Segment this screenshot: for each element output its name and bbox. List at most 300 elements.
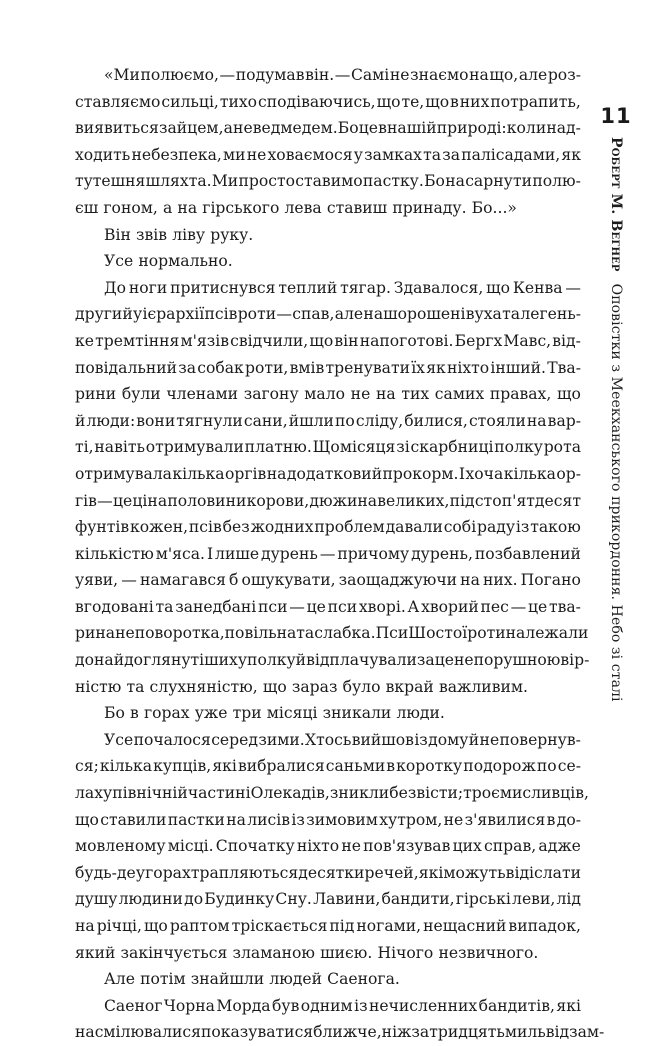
text-line <box>75 940 581 967</box>
word: нечисленних <box>368 996 478 1015</box>
page-number: 11 <box>600 104 632 128</box>
word: зими. <box>258 730 305 749</box>
word: Тва- <box>547 358 581 377</box>
word: від- <box>552 331 581 350</box>
text-line <box>75 381 581 408</box>
word: тва- <box>548 597 581 616</box>
word: із <box>414 730 428 749</box>
word: купців, <box>153 757 212 776</box>
word: сто <box>474 491 502 510</box>
word: давали <box>385 518 443 537</box>
word: дюжина <box>309 491 378 510</box>
word: тягнули <box>176 411 243 430</box>
word: дурень, <box>411 544 473 563</box>
word: одним <box>300 996 353 1015</box>
word: б <box>229 571 239 590</box>
word: цих <box>452 837 482 856</box>
word: вуха <box>465 305 502 324</box>
word: хоча <box>465 464 504 483</box>
word: раптом <box>169 917 230 935</box>
word: не <box>246 145 267 164</box>
text-line <box>75 461 581 488</box>
word: ближче, <box>313 1023 382 1042</box>
word: Погано <box>520 571 581 590</box>
word: у <box>135 863 146 882</box>
word: Самі <box>350 66 390 84</box>
word: з'явилися <box>464 810 546 829</box>
word: проблем <box>314 518 385 537</box>
word: навіть <box>94 438 145 457</box>
word: від <box>545 1023 570 1042</box>
word: але <box>518 66 548 84</box>
text-line <box>75 301 581 328</box>
word: це <box>306 597 326 616</box>
text-line <box>75 408 581 435</box>
word: Ми <box>211 172 239 191</box>
word: троє <box>463 784 500 803</box>
word: Здавалося, <box>393 278 484 297</box>
word: дурень <box>261 544 318 563</box>
word: се- <box>557 757 581 776</box>
word: на <box>266 464 287 483</box>
word: відплачували <box>306 651 417 670</box>
word: кількістю <box>75 544 154 563</box>
text-line <box>75 328 581 355</box>
line-text: ністю та слухняністю, що зараз було вкрай важливим. <box>75 677 528 696</box>
word: намагався <box>139 571 226 590</box>
word: не <box>233 119 253 138</box>
word: ошукувати, <box>241 571 336 590</box>
word: роти <box>237 305 277 324</box>
word: тихо <box>219 92 258 111</box>
word: випадок, <box>508 917 581 935</box>
word: справ, <box>484 837 537 856</box>
text-line <box>75 674 581 701</box>
word: корови, <box>246 491 310 510</box>
word: не <box>389 66 410 84</box>
word: знаємо <box>410 66 469 84</box>
word: що <box>309 331 334 350</box>
word: шляхта. <box>145 172 212 191</box>
word: платню. <box>244 438 312 457</box>
word: ногами, <box>356 917 422 935</box>
word: найдоглянутіших <box>94 651 238 670</box>
word: по <box>334 411 355 430</box>
word: — <box>219 66 236 84</box>
word: — <box>334 66 351 84</box>
word: тренувати <box>325 358 410 377</box>
word: тутешня <box>75 172 146 191</box>
word: що <box>425 92 450 111</box>
word: належали <box>505 624 589 643</box>
word: не <box>341 837 361 856</box>
word: почалося <box>133 730 211 749</box>
word: у <box>353 145 363 164</box>
word: другий <box>75 305 133 324</box>
word: та <box>155 597 174 616</box>
word: у <box>133 305 143 324</box>
word: Саеног <box>104 996 163 1015</box>
word: билися, <box>404 411 468 430</box>
word: мисливців, <box>499 784 589 803</box>
word: на <box>75 917 95 935</box>
word: гірські <box>455 890 511 909</box>
word: серед <box>211 730 258 749</box>
word: Лавини, <box>313 890 381 909</box>
text-line <box>75 1019 605 1046</box>
word: — <box>565 278 581 297</box>
word: рота <box>543 438 581 457</box>
text-line <box>75 647 590 674</box>
word: напоготові. <box>359 331 454 350</box>
word: та <box>296 624 315 643</box>
word: ховаємося <box>267 145 353 164</box>
body-text <box>75 62 605 1046</box>
word: ноги <box>128 278 168 297</box>
word: відіслати <box>505 863 581 882</box>
line-text: Але потім знайшли людей Саенога. <box>104 970 400 989</box>
word: Олекадів, <box>250 784 330 803</box>
word: м'язів <box>180 331 230 350</box>
word: отримували <box>145 438 244 457</box>
word: під <box>449 491 475 510</box>
word: Бергх <box>454 331 503 350</box>
running-head-author: Роберт М. Вегнер <box>608 137 624 272</box>
word: собак <box>197 358 244 377</box>
word: просто <box>238 172 295 191</box>
word: із <box>291 810 305 829</box>
word: — <box>121 571 137 590</box>
word: на <box>469 66 489 84</box>
word: легень- <box>520 305 581 324</box>
word: замках <box>364 145 422 164</box>
word: не <box>443 810 464 829</box>
word: Будинку <box>204 890 275 909</box>
text-line <box>75 541 581 568</box>
word: що <box>556 385 581 404</box>
word: заощаджуючи <box>338 571 458 590</box>
word: був <box>272 996 300 1015</box>
word: Бо <box>337 119 359 138</box>
word: речей, <box>364 863 419 882</box>
word: подорож <box>463 757 536 776</box>
word: них. <box>482 571 518 590</box>
word: без <box>222 518 250 537</box>
word: були <box>121 385 161 404</box>
word: леви, <box>512 890 556 909</box>
word: рини <box>75 385 117 404</box>
running-head <box>604 137 628 702</box>
word: — <box>510 597 527 616</box>
text-line <box>75 753 581 780</box>
word: ставимо <box>295 172 363 191</box>
word: гів <box>75 491 97 510</box>
word: половини <box>167 491 247 510</box>
word: насмілювалися <box>75 1023 201 1042</box>
word: псів <box>188 518 222 537</box>
word: люди: <box>86 411 136 430</box>
word: полку <box>494 438 543 457</box>
word: фунтів <box>75 518 130 537</box>
word: Чорна <box>163 996 215 1015</box>
word: ієрархії <box>142 305 205 324</box>
running-head-title: Оповістки з Меекханського прикордоння. Небо зі сталі <box>608 283 624 702</box>
text-line <box>75 993 581 1020</box>
word: п'ятдесят <box>501 491 581 510</box>
word: із <box>354 996 368 1015</box>
word: ставили <box>100 810 167 829</box>
word: самих <box>434 385 485 404</box>
word: непорушною <box>453 651 561 670</box>
word: й <box>75 411 86 430</box>
word: них <box>459 92 490 111</box>
word: в <box>546 810 556 829</box>
word: до <box>184 890 204 909</box>
word: в <box>386 757 396 776</box>
word: пастки <box>167 810 225 829</box>
word: це <box>358 119 379 138</box>
word: — <box>276 305 292 324</box>
word: це <box>112 491 133 510</box>
word: рина <box>75 624 116 643</box>
word: в <box>378 119 387 138</box>
word: зникли <box>329 784 390 803</box>
text-line <box>75 142 581 169</box>
text-line <box>75 355 581 382</box>
word: не <box>350 385 371 404</box>
word: теплий <box>278 278 338 297</box>
word: скарбниці <box>410 438 494 457</box>
word: до- <box>556 810 581 829</box>
text-line <box>75 89 581 116</box>
word: стояли <box>468 411 526 430</box>
word: кожен, <box>130 518 189 537</box>
word: він <box>334 331 359 350</box>
word: й <box>468 730 480 749</box>
word: хутром, <box>379 810 443 829</box>
word: що <box>143 917 168 935</box>
text-line <box>75 248 581 275</box>
word: ми <box>223 145 246 164</box>
word: як <box>561 145 581 164</box>
word: пов'язував <box>363 837 451 856</box>
word: Щомісяця <box>312 438 396 457</box>
word: полку <box>247 651 296 670</box>
word: — <box>97 491 113 510</box>
word: що <box>376 92 401 111</box>
word: зайцем, <box>158 119 224 138</box>
word: нещасний <box>423 917 507 935</box>
word: по <box>536 757 557 776</box>
word: пес <box>480 597 509 616</box>
word: слабка. <box>314 624 376 643</box>
word: А <box>407 597 420 616</box>
word: занедбані <box>175 597 257 616</box>
word: причому <box>337 544 410 563</box>
word: ти <box>513 172 533 191</box>
word: зі <box>396 438 410 457</box>
word: Усе <box>104 730 134 749</box>
line-text: який закінчується зламаною шиєю. Нічого незвичного. <box>75 943 539 962</box>
word: повернув- <box>499 730 581 749</box>
word: вибралися <box>237 757 325 776</box>
word: у <box>237 651 248 670</box>
word: та <box>423 145 442 164</box>
word: Хтось <box>305 730 352 749</box>
word: великих, <box>377 491 450 510</box>
word: неповоротка, <box>115 624 225 643</box>
line-text: єш гоном, а на гірського лева ставиш принаду. Бо...» <box>75 198 517 217</box>
text-line <box>75 222 581 249</box>
word: Спочатку <box>215 837 295 856</box>
word: будь-де <box>75 863 136 882</box>
word: вийшов <box>351 730 414 749</box>
word: уяви, <box>75 571 119 590</box>
word: зимовим <box>306 810 378 829</box>
word: на <box>526 411 547 430</box>
word: полюємо, <box>140 66 219 84</box>
text-line <box>75 514 581 541</box>
word: сильці, <box>161 92 219 111</box>
word: які <box>212 757 237 776</box>
word: вони <box>136 411 176 430</box>
word: І <box>458 464 466 483</box>
text-line <box>75 567 581 594</box>
word: вір- <box>560 651 590 670</box>
word: вмів <box>289 358 325 377</box>
word: бандитів, <box>478 996 555 1015</box>
word: тріскається <box>231 917 328 935</box>
word: нашорошені <box>363 305 466 324</box>
word: ціна <box>132 491 168 510</box>
word: кілька <box>99 757 153 776</box>
word: нашій <box>387 119 437 138</box>
word: сани, <box>243 411 288 430</box>
word: спав, <box>292 305 335 324</box>
text-line <box>75 275 581 302</box>
word: загону <box>243 385 299 404</box>
word: показуватися <box>200 1023 314 1042</box>
word: людини <box>118 890 183 909</box>
word: що <box>75 810 99 829</box>
word: кілька <box>503 464 556 483</box>
word: такою <box>530 518 581 537</box>
text-line <box>75 62 581 89</box>
line-text: Усе нормально. <box>104 252 233 271</box>
word: дому <box>428 730 469 749</box>
word: лах <box>75 784 103 803</box>
word: «Ми <box>104 66 140 84</box>
word: саньми <box>325 757 386 776</box>
word: Кенва <box>512 278 563 297</box>
word: сарну <box>465 172 513 191</box>
text-line <box>75 115 581 142</box>
text-line <box>75 488 581 515</box>
word: трапляються <box>190 863 299 882</box>
word: тридцять <box>429 1023 505 1042</box>
word: адже <box>538 837 581 856</box>
word: мовленому <box>75 837 166 856</box>
word: ніхто <box>446 358 490 377</box>
word: ті, <box>75 438 94 457</box>
word: роз- <box>547 66 581 84</box>
word: кілька <box>172 464 225 483</box>
word: ся; <box>75 757 99 776</box>
word: полю- <box>532 172 581 191</box>
word: лише <box>215 544 260 563</box>
word: а <box>223 119 233 138</box>
word: в <box>450 92 459 111</box>
word: оргів <box>225 464 267 483</box>
word: повідальний <box>75 358 178 377</box>
word: йшли <box>288 411 334 430</box>
word: лід <box>556 890 581 909</box>
word: Сну. <box>275 890 312 909</box>
word: пси <box>327 597 358 616</box>
word: членами <box>166 385 239 404</box>
word: за <box>411 1023 430 1042</box>
word: Бо <box>424 172 445 191</box>
text-line <box>75 195 581 222</box>
word: північній <box>112 784 188 803</box>
word: м'яса. <box>155 544 205 563</box>
word: притиснувся <box>170 278 276 297</box>
word: частині <box>187 784 251 803</box>
word: вгодовані <box>75 597 154 616</box>
word: правах, <box>489 385 552 404</box>
word: не <box>479 730 500 749</box>
word: природі: <box>436 119 507 138</box>
word: Пси <box>375 624 409 643</box>
word: хворий <box>421 597 479 616</box>
word: повільна <box>224 624 297 643</box>
word: душу <box>75 890 118 909</box>
word: ніж <box>381 1023 412 1042</box>
word: які <box>556 996 581 1015</box>
word: вар- <box>547 411 581 430</box>
word: Морда <box>216 996 271 1015</box>
word: за <box>442 145 461 164</box>
word: на <box>460 571 480 590</box>
word: та <box>502 305 521 324</box>
word: із <box>515 518 530 537</box>
word: — <box>319 544 336 563</box>
word: ор- <box>556 464 581 483</box>
word: на <box>226 810 246 829</box>
word: ніхто <box>296 837 340 856</box>
word: те, <box>401 92 425 111</box>
word: що, <box>489 66 519 84</box>
text-line <box>75 886 581 913</box>
word: — <box>289 597 305 616</box>
text-line <box>75 833 581 860</box>
line-text: Він звів ліву руку. <box>104 225 254 244</box>
word: у <box>103 784 113 803</box>
word: свідчили, <box>230 331 309 350</box>
word: сліду, <box>355 411 404 430</box>
word: виявиться <box>75 119 159 138</box>
word: Шостої <box>408 624 468 643</box>
word: на <box>445 172 465 191</box>
word: псів <box>204 305 238 324</box>
word: це <box>434 651 454 670</box>
word: коли <box>506 119 547 138</box>
word: ставляємо <box>75 92 161 111</box>
word: миль <box>504 1023 546 1042</box>
word: раду <box>477 518 516 537</box>
word: прокорм. <box>382 464 459 483</box>
word: До <box>104 278 127 297</box>
